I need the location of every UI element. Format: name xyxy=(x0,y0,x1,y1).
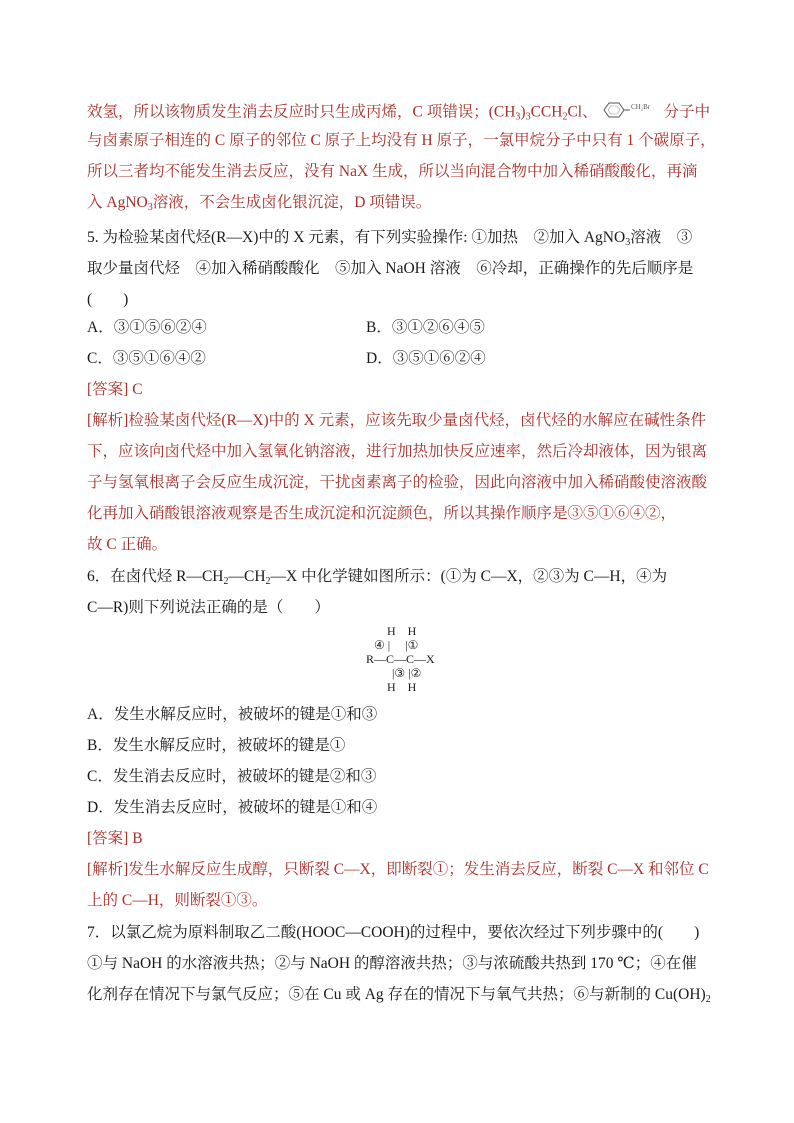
prev-explanation-line-1: 效氢，所以该物质发生消去反应时只生成丙烯，C 项错误；$(CH_3)_3CCH_2Cl$、 CH₂Br 分子中 xyxy=(87,100,710,126)
question-5-option-b: B．③①②⑥④⑤ xyxy=(366,319,485,336)
question-6-answer: [答案] B xyxy=(87,830,143,847)
svg-text:CH₂Br: CH₂Br xyxy=(630,103,650,111)
question-6-option-d: D．发生消去反应时，被破坏的键是①和④ xyxy=(87,799,378,816)
question-6-stem-line-1: 6．在卤代烃 $R—CH_2—CH_2—X$ 中化学键如图所示：(①为 C—X，②③为 C—H，④为 xyxy=(87,568,668,587)
structure-upper-bond-labels: ④ | |① xyxy=(374,638,419,652)
question-5-explanation-line-1: [解析]检验某卤代烃(R—X)中的 X 元素，应该先取少量卤代烃，卤代烃的水解应在碱性条件 xyxy=(87,412,707,429)
question-6-stem-line-2: C—R)则下列说法正确的是（ ） xyxy=(87,599,330,616)
question-7-stem-line-1: 7．以氯乙烷为原料制取乙二酸(HOOC—COOH)的过程中，要依次经过下列步骤中的( ) xyxy=(87,924,700,941)
haloalkane-bond-structure xyxy=(360,625,450,695)
structure-bottom-hydrogens: H H xyxy=(387,680,417,694)
question-5-explanation-line-2: 下，应该向卤代烃中加入氢氧化钠溶液，进行加热加快反应速率，然后冷却液体，因为银离 xyxy=(87,443,708,460)
question-5-answer: [答案] C xyxy=(87,381,143,398)
prev-explanation-line-2: 与卤素原子相连的 C 原子的邻位 C 原子上均没有 H 原子，一氯甲烷分子中只有 1 个碳原子， xyxy=(87,132,716,149)
question-7-stem-line-2: ①与 NaOH 的水溶液共热；②与 NaOH 的醇溶液共热；③与浓硫酸共热到 170 ℃；④在催 xyxy=(87,955,697,972)
question-5-explanation-line-5: 故 C 正确。 xyxy=(87,536,168,553)
question-5-option-d: D．③⑤①⑥②④ xyxy=(366,350,486,367)
question-6-explanation-line-1: [解析]发生水解反应生成醇，只断裂 C—X，即断裂①；发生消去反应，断裂 C—X 和邻位 C xyxy=(87,861,709,878)
question-5-stem-line-1: 5. 为检验某卤代烃(R—X)中的 X 元素，有下列实验操作: ①加热 ②加入 AgNO$_3$溶液 ③ xyxy=(87,229,693,248)
question-5-explanation-line-4: 化再加入硝酸银溶液观察是否生成沉淀和沉淀颜色，所以其操作顺序是③⑤①⑥④②， xyxy=(87,505,677,522)
prev-explanation-line-4: 入 AgNO$_3$溶液，不会生成卤化银沉淀，D 项错误。 xyxy=(87,194,432,213)
structure-main-chain: R—C—C—X xyxy=(366,652,435,666)
question-6-option-b: B．发生水解反应时，被破坏的键是① xyxy=(87,737,346,754)
question-5-option-a: A．③①⑤⑥②④ xyxy=(87,319,207,336)
question-6-option-c: C．发生消去反应时，被破坏的键是②和③ xyxy=(87,768,377,785)
structure-top-hydrogens: H H xyxy=(387,624,417,638)
structure-lower-bond-labels: |③ |② xyxy=(392,666,422,680)
benzyl-bromide-structure-icon xyxy=(600,100,662,126)
question-6-explanation-line-2: 上的 C—H，则断裂①③。 xyxy=(87,892,268,909)
question-5-blank: ( ) xyxy=(87,291,129,308)
question-5-explanation-line-3: 子与氢氧根离子会反应生成沉淀，干扰卤素离子的检验，因此向溶液中加入稀硝酸使溶液酸 xyxy=(87,474,708,491)
question-7-stem-line-3: 化剂存在情况下与氯气反应；⑤在 Cu 或 Ag 存在的情况下与氧气共热；⑥与新制的 $Cu(OH)_2$ xyxy=(87,986,711,1005)
prev-explanation-line-3: 所以三者均不能发生消去反应，没有 NaX 生成，所以当向混合物中加入稀硝酸酸化，再滴 xyxy=(87,163,698,180)
question-6-option-a: A．发生水解反应时，被破坏的键是①和③ xyxy=(87,706,378,723)
question-5-stem-line-2: 取少量卤代烃 ④加入稀硝酸酸化 ⑤加入 NaOH 溶液 ⑥冷却，正确操作的先后顺序是 xyxy=(87,260,694,277)
question-5-option-c: C．③⑤①⑥④② xyxy=(87,350,206,367)
